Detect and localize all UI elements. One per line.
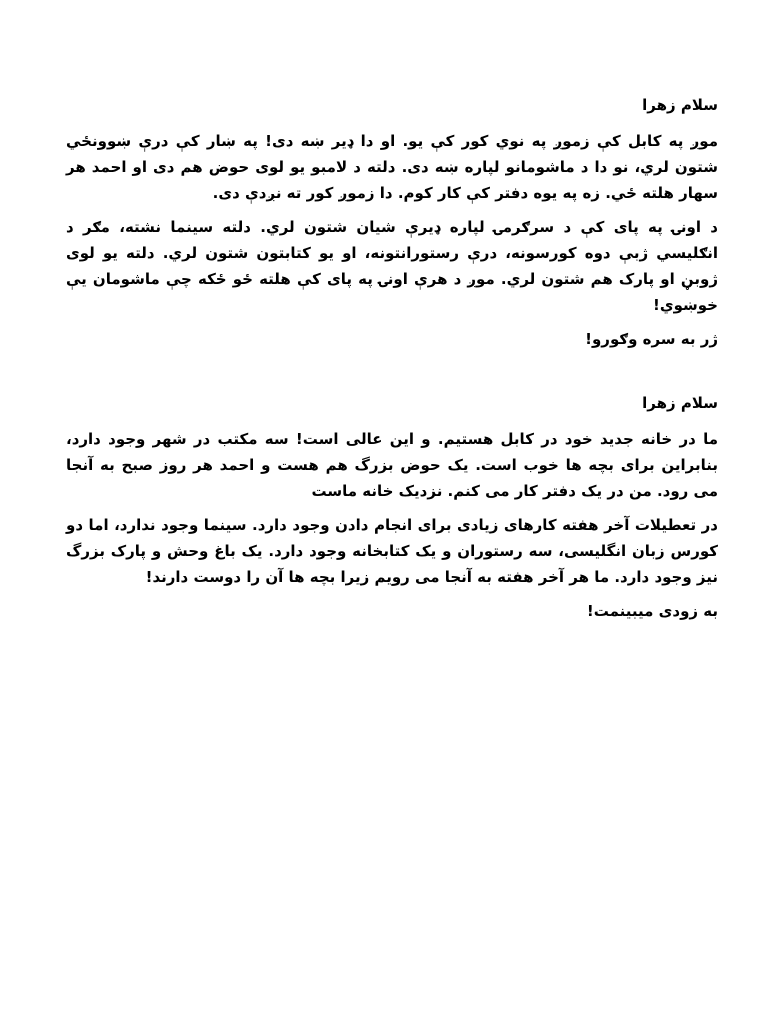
letter-greeting: سلام زهرا [642, 394, 718, 412]
letter-dari [66, 390, 718, 624]
letter-paragraph: د اونۍ په پای کې د سرګرمۍ لپاره ډيرې شيان شتون لري. دلته سينما نشته، مګر د انګليسي ژبې دوه کورسونه، درې رستورانتونه، او يو کتابتون شتون لري. دلته يو لوی ژوبڼ او پارک هم شتون لري. موږ د هرې اونۍ په پای کې هلته ځو ځکه چې ماشومان يې خوښوي! [66, 218, 718, 314]
document-page [66, 92, 718, 630]
letter-paragraph: در تعطيلات آخر هفته کارهای زيادی برای انجام دادن وجود دارد. سينما وجود ندارد، اما دو کورس زبان انگليسی، سه رستوران و يک کتابخانه وجود دارد. يک باغ وحش و پارک بزرگ نيز وجود دارد. ما هر آخر هفته به آنجا می رويم زيرا بچه ها آن را دوست دارند! [66, 516, 718, 586]
letter-closing: به زودی ميبينمت! [586, 602, 718, 620]
letter-paragraph: موږ په کابل کې زموږ په نوي کور کې يو. او دا ډير ښه دی! په ښار کې درې ښوونځي شتون لري، نو دا د ماشومانو لپاره ښه دی. دلته د لامبو يو لوی حوض هم دی او احمد هر سهار هلته ځي. زه په يوه دفتر کې کار کوم. دا زموږ کور ته نږدې دی. [66, 132, 718, 202]
letter-pashto [66, 92, 718, 352]
letter-closing: ژر به سره وګورو! [585, 330, 718, 348]
letter-greeting: سلام زهرا [642, 96, 718, 114]
letter-paragraph: ما در خانه جديد خود در کابل هستيم. و اين عالی است! سه مکتب در شهر وجود دارد، بنابراين برای بچه ها خوب است. يک حوض بزرگ هم هست و احمد هر روز صبح به آنجا می رود. من در يک دفتر کار می کنم. نزديک خانه ماست [66, 430, 718, 500]
